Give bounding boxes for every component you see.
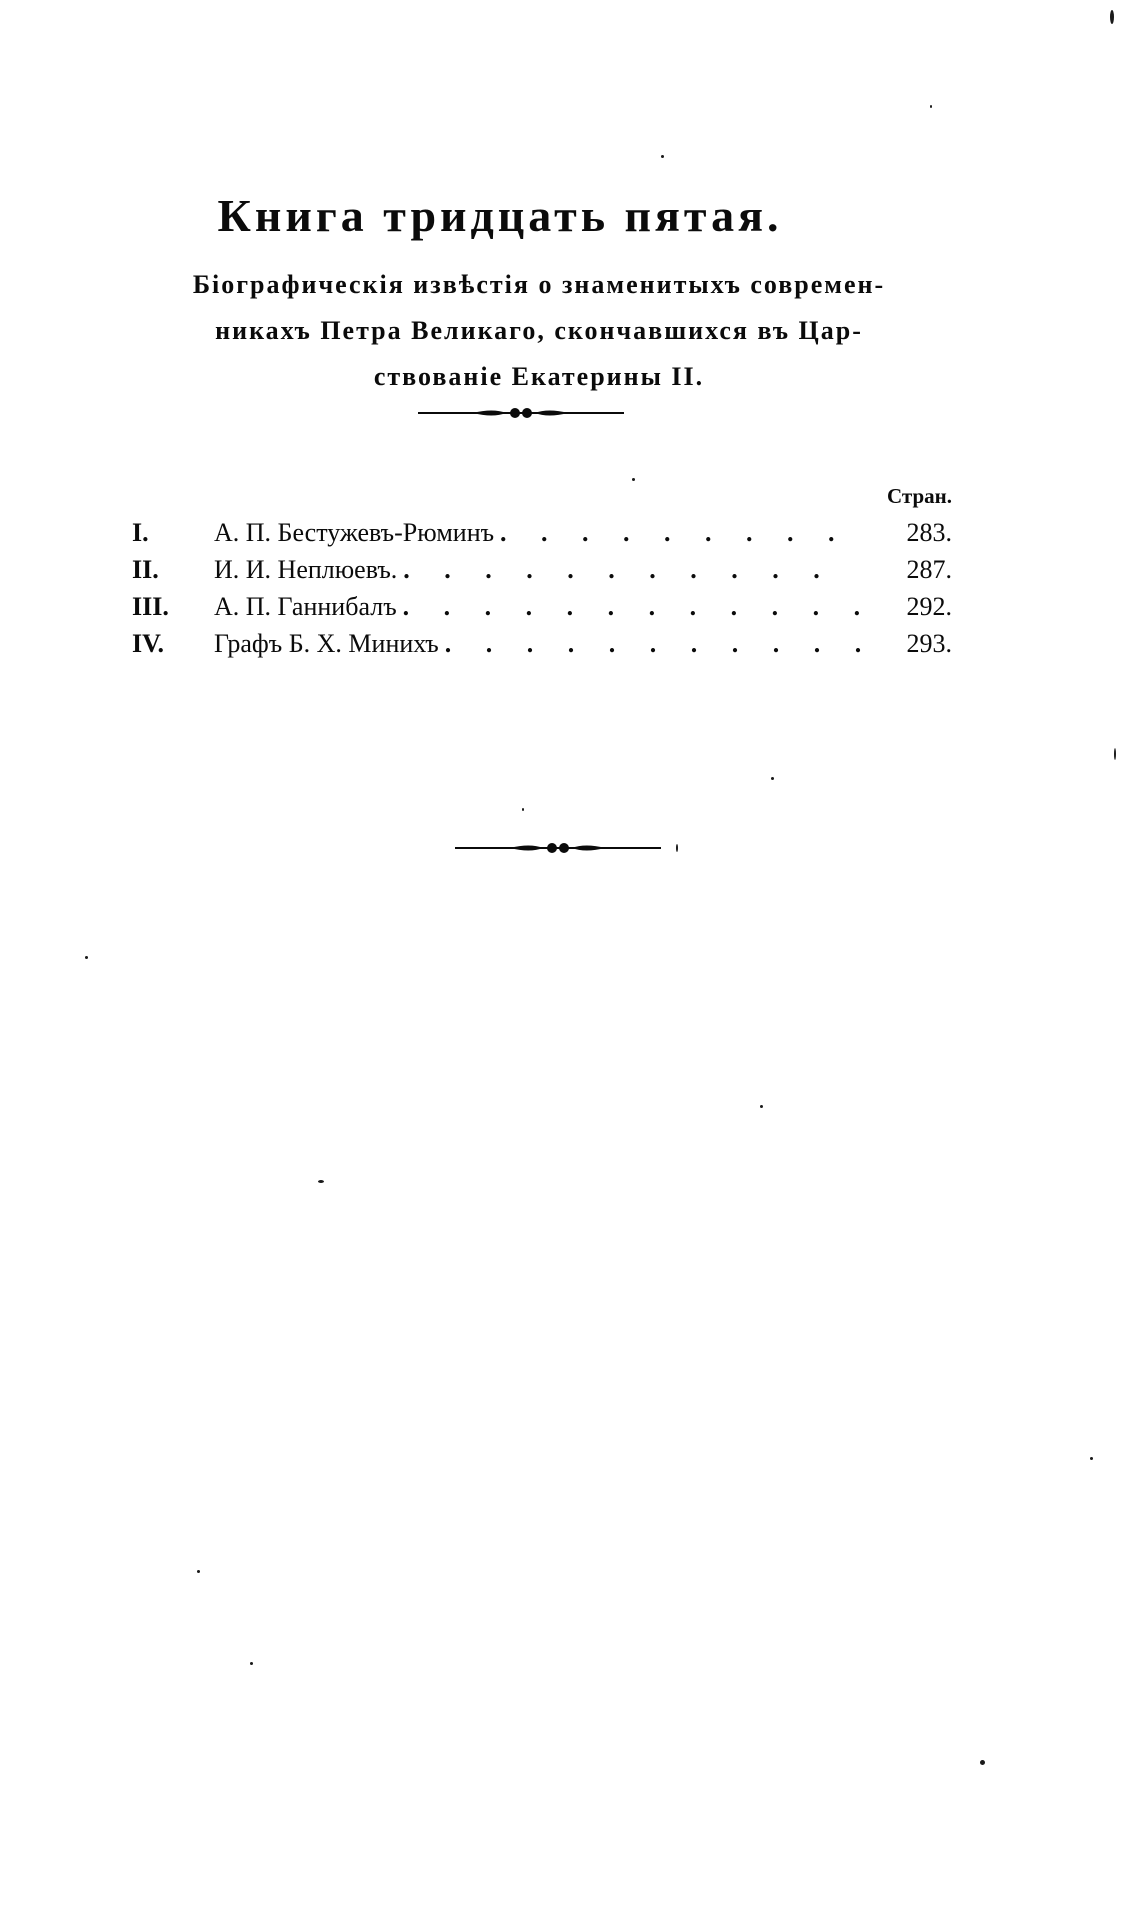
scan-speck [522,808,524,811]
scan-speck [676,844,678,852]
toc-entry-leader: . . . . . . . . . . . . [402,592,875,621]
toc-entry-number: III. [132,592,169,621]
book-title: Книга тридцать пятая. [217,190,783,241]
subtitle-line: ствованіе Екатерины II. [373,362,705,391]
toc-entry-number: II. [132,555,159,584]
toc-entry [132,551,952,588]
scan-speck [85,956,88,959]
scan-speck [1090,1457,1093,1460]
toc-entry-title: И. И. Неплюевъ. [214,555,398,584]
toc-entry-leader: . . . . . . . . . . . [444,629,876,658]
toc-entry [132,588,952,625]
table-of-contents [132,478,952,662]
ornament-divider-icon [455,840,661,856]
toc-entry-leader: . . . . . . . . . [500,518,849,547]
toc-entry-title: Графъ Б. Х. Минихъ [214,629,439,658]
scan-speck [661,155,664,158]
scan-speck [980,1760,985,1765]
scan-speck [197,1570,200,1573]
toc-entry-page: 287. [906,555,952,584]
toc-entry-number: IV. [132,629,165,658]
ornament-divider-icon [418,405,624,421]
toc-entry-page: 293. [906,629,952,658]
toc-entry-leader: . . . . . . . . . . . [403,555,834,584]
scan-speck [250,1662,253,1665]
scan-speck [930,105,932,108]
toc-entry [132,514,952,551]
subtitle-line: Біографическія извѣстія о знаменитыхъ современ- [192,270,886,299]
toc-entry-title: А. П. Ганнибалъ [214,592,397,621]
scan-speck [760,1105,763,1108]
toc-entry-page: 283. [906,518,952,547]
toc-page-column-header: Стран. [887,484,952,508]
scan-speck [632,478,635,481]
toc-entry-title: А. П. Бестужевъ-Рюминъ [214,518,495,547]
scan-speck [318,1180,324,1183]
toc-entry [132,625,952,662]
toc-entry-number: I. [132,518,149,547]
scan-speck [1114,748,1116,760]
scan-speck [1110,10,1114,24]
toc-entry-page: 292. [906,592,952,621]
subtitle-line: никахъ Петра Великаго, скончавшихся въ Цар- [215,316,863,345]
book-subtitle [130,262,948,400]
scan-speck [771,777,774,780]
